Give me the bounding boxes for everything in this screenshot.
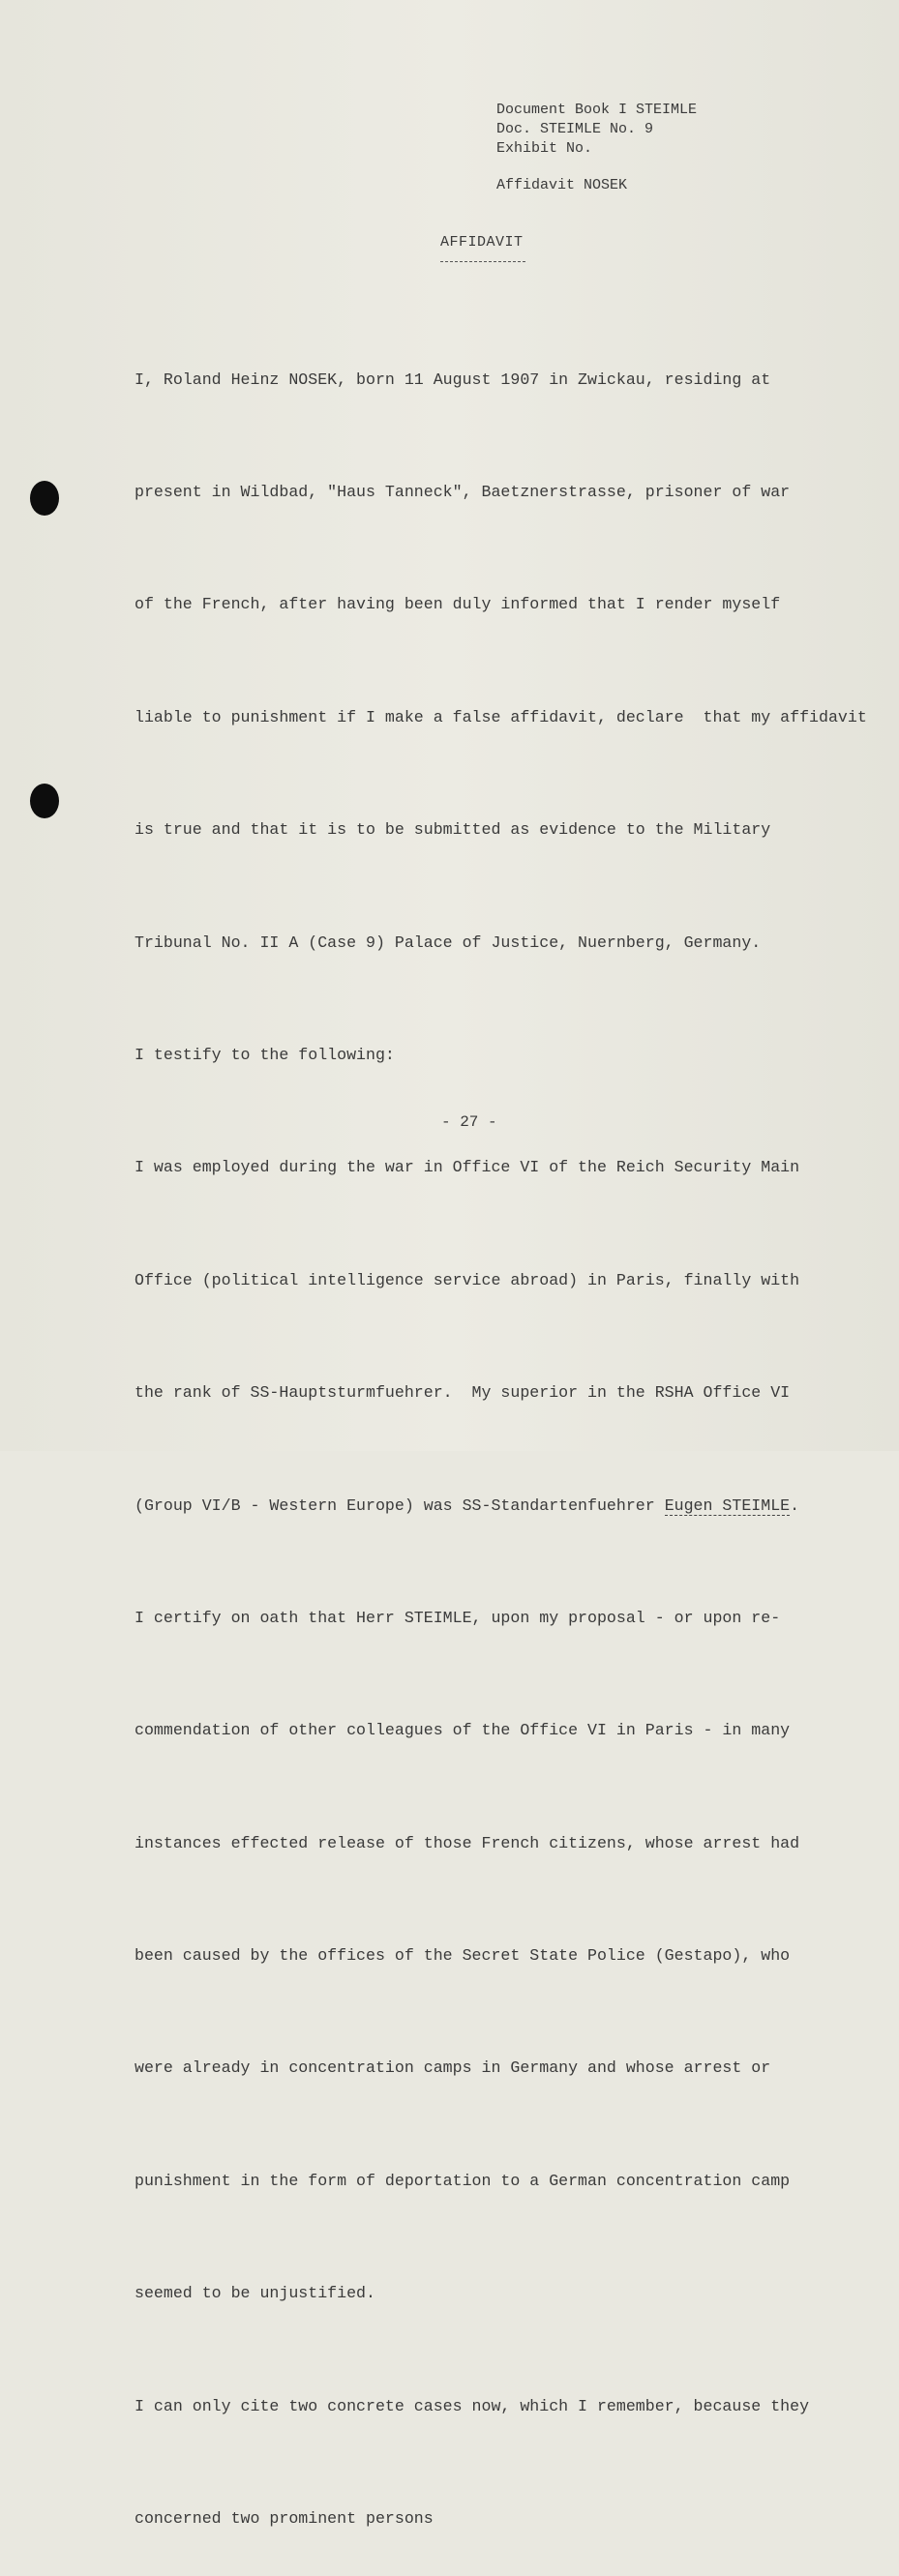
body-line: the rank of SS-Hauptsturmfuehrer. My superior in the RSHA Office VI: [135, 1383, 791, 1403]
body-line: of the French, after having been duly informed that I render myself: [135, 595, 781, 614]
underlined-name: Eugen STEIMLE: [664, 1495, 791, 1515]
body-line-text: (Group VI/B - Western Europe) was SS-Standartenfuehrer: [135, 1495, 665, 1515]
body-line: I can only cite two concrete cases now, which I remember, because they: [135, 2396, 810, 2415]
body-line: seemed to be unjustified.: [135, 2284, 375, 2303]
body-line: instances effected release of those French citizens, whose arrest had: [135, 1833, 800, 1852]
punch-hole: [30, 784, 59, 818]
body-line: Tribunal No. II A (Case 9) Palace of Justice, Nuernberg, Germany.: [135, 933, 762, 952]
body-line: present in Wildbad, "Haus Tanneck", Baetznerstrasse, prisoner of war: [135, 482, 791, 501]
page-number: - 27 -: [441, 1113, 497, 1131]
body-line: punishment in the form of deportation to a German concentration camp: [135, 2171, 791, 2190]
exhibit-label: Exhibit No.: [496, 140, 593, 157]
body-line: been caused by the offices of the Secret State Police (Gestapo), who: [135, 1946, 791, 1966]
body-line: concerned two prominent persons: [135, 2509, 434, 2529]
body-line: I testify to the following:: [135, 1045, 395, 1064]
punch-hole: [30, 481, 59, 516]
affidavit-label: Affidavit NOSEK: [496, 177, 628, 193]
body-line: were already in concentration camps in Germany and whose arrest or: [135, 2058, 771, 2078]
doc-number-label: Doc. STEIMLE No. 9: [496, 121, 654, 137]
body-line: commendation of other colleagues of the Office VI in Paris - in many: [135, 1721, 791, 1740]
title-underline: [440, 261, 525, 262]
body-line: [135, 1488, 867, 1525]
body-line: I was employed during the war in Office VI of the Reich Security Main: [135, 1158, 800, 1177]
line-period: .: [790, 1495, 800, 1515]
document-title: AFFIDAVIT: [440, 234, 524, 251]
body-line: I certify on oath that Herr STEIMLE, upon my proposal - or upon re-: [135, 1608, 781, 1627]
document-book-label: Document Book I STEIMLE: [496, 102, 698, 118]
affidavit-body: [135, 286, 867, 2576]
body-line: Office (political intelligence service abroad) in Paris, finally with: [135, 1270, 800, 1289]
body-line: I, Roland Heinz NOSEK, born 11 August 1907 in Zwickau, residing at: [135, 370, 771, 389]
body-line: is true and that it is to be submitted as evidence to the Military: [135, 820, 771, 840]
body-line: liable to punishment if I make a false affidavit, declare that my affidavit: [135, 707, 867, 726]
